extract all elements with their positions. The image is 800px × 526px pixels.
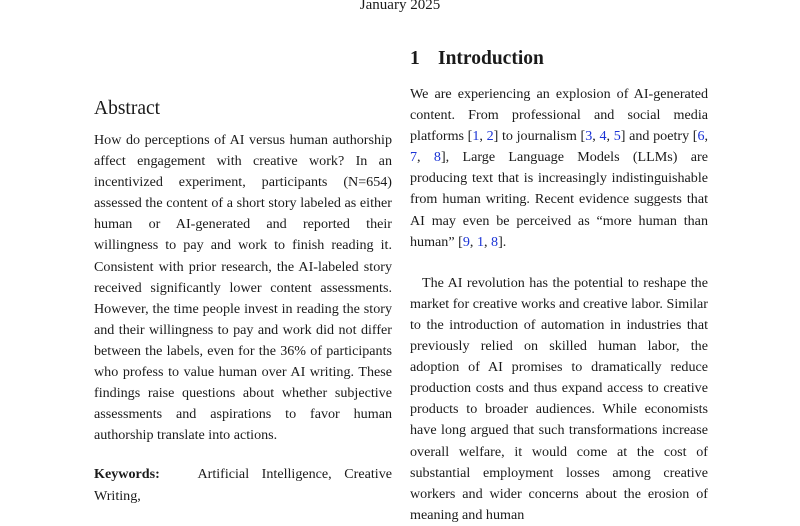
section-title: Introduction — [438, 48, 544, 69]
citation-link[interactable]: 8 — [491, 233, 499, 250]
keywords-label: Keywords: — [94, 466, 160, 483]
citation-separator: , — [417, 149, 434, 166]
section-heading — [410, 46, 708, 72]
citation-separator: , — [469, 233, 477, 250]
paragraph-text: ] and poetry [ — [620, 128, 698, 145]
paragraph-text: ], Large Language Models (LLMs) are producing text that is increasingly indistinguishable from human writing. Recent evidence suggests that AI may even be perceived as “more human than human” [ — [410, 149, 709, 250]
citation-link[interactable]: 7 — [410, 149, 418, 166]
citation-link[interactable]: 4 — [599, 128, 607, 145]
citation-separator: , — [592, 128, 600, 145]
citation-separator: , — [704, 128, 709, 145]
citation-link[interactable]: 1 — [476, 233, 484, 250]
paragraph-text: We are experiencing an explosion of AI-generated content. From professional and social media platforms [ — [410, 86, 708, 145]
paragraph-text: ] to journalism [ — [493, 128, 586, 145]
citation-link[interactable]: 1 — [472, 128, 480, 145]
abstract-heading: Abstract — [94, 98, 161, 119]
citation-link[interactable]: 3 — [585, 128, 593, 145]
section-number: 1 — [410, 48, 420, 69]
abstract-column — [94, 96, 392, 507]
citation-link[interactable]: 5 — [613, 128, 621, 145]
keywords-text: Artificial Intelligence, Creative Writing, — [94, 466, 393, 504]
citation-separator: , — [479, 128, 487, 145]
abstract-text: How do perceptions of AI versus human authorship affect engagement with creative work? In an incentivized experiment, participants (N=654) assessed the content of a short story labeled as either human or AI-generated and reported their willingness to pay and work to finish reading it. Consistent with prior research, the AI-labeled story received significantly lower content assessments. However, the time people invest in reading the story and their willingness to pay and work did not differ between the labels, even for the 36% of participants who profess to value human over AI writing. These findings raise questions about whether subjective assessments and aspirations to favor human authorship translate into actions. — [94, 132, 392, 444]
citation-link[interactable]: 8 — [433, 149, 441, 166]
paragraph-text: ]. — [498, 233, 507, 250]
introduction-column — [410, 46, 708, 526]
publication-date: January 2025 — [359, 0, 441, 13]
citation-separator: , — [606, 128, 614, 145]
citation-link[interactable]: 6 — [697, 128, 705, 145]
citation-separator: , — [483, 233, 492, 250]
intro-paragraph-2: The AI revolution has the potential to reshape the market for creative works and creative labor. Similar to the introduction of automation in industries that previously relied on skilled human labor, the adoption of AI promises to dramatically reduce production costs and thus expand access to creative products to broader audiences. While economists have long argued that such transformations increase overall welfare, it would come at the cost of substantial employment losses among creative workers and wider concerns about the erosion of meaning and human — [410, 274, 708, 523]
citation-link[interactable]: 9 — [462, 233, 470, 250]
citation-link[interactable]: 2 — [486, 128, 494, 145]
keywords-line — [94, 464, 392, 506]
intro-paragraph-1 — [410, 84, 708, 253]
